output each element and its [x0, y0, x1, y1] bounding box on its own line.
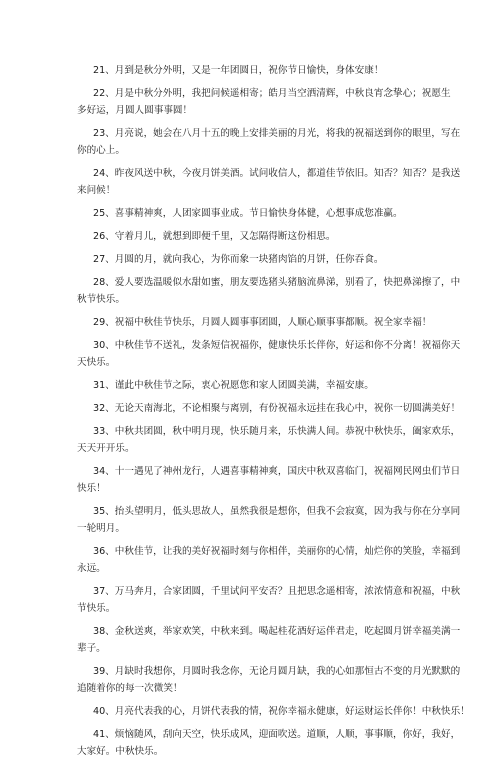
list-item-line: 33、中秋共团圆，秋中明月现，快乐随月来，乐快满人间。恭祝中秋快乐，阖家欢乐， [93, 426, 461, 437]
list-item [77, 274, 461, 308]
list-item [77, 165, 461, 199]
list-item-line: 29、祝福中秋佳节快乐，月圆人圆事事团圆，人顺心顺事事都顺。祝全家幸福！ [93, 317, 432, 328]
list-item [93, 314, 432, 331]
list-item-line: 22、月是中秋分外明，我把问候遥相寄；皓月当空洒清辉，中秋良宵念挚心；祝愿生 [93, 88, 451, 99]
list-item [77, 623, 461, 657]
list-item [77, 423, 461, 457]
list-item [93, 377, 406, 394]
list-item-line: 追随着你的每一次微笑！ [77, 683, 183, 694]
list-item-line: 37、万马奔月，合家团圆，千里试问平安否？且把思念遥相寄，浓浓情意和祝福，中秋 [93, 586, 461, 597]
list-item-line: 大家好。中秋快乐。 [77, 746, 164, 757]
list-item [77, 463, 461, 497]
list-item-line: 31、谨此中秋佳节之际，衷心祝愿您和家人团圆美满，幸福安康。 [93, 380, 374, 391]
list-item-line: 你的心上。 [77, 145, 125, 156]
list-item-line: 23、月亮说，她会在八月十五的晚上安排美丽的月光，将我的祝福送到你的眼里，写在 [93, 128, 461, 139]
list-item-line: 36、中秋佳节，让我的美好祝福时刻与你相伴，美丽你的心情，灿烂你的笑脸，幸福到 [93, 546, 461, 557]
list-item [93, 400, 461, 417]
list-item-line: 30、中秋佳节不送礼，发条短信祝福你，健康快乐长伴你，好运和你不分离！祝福你天 [93, 340, 461, 351]
list-item-line: 28、爱人要选温暖似水甜如蜜，朋友要选猪头猪脑流鼻涕，别看了，快把鼻涕擦了，中 [93, 277, 461, 288]
list-item-line: 24、昨夜风送中秋，今夜月饼美酒。试问收信人，都道佳节依旧。知否？知否？是我送 [93, 168, 461, 179]
page-top-margin [0, 0, 500, 40]
list-item-line: 秋节快乐。 [77, 294, 125, 305]
list-item [93, 62, 406, 79]
list-item-line: 25、喜事精神爽，人团家圆事业成。节日愉快身体健，心想事成您准赢。 [93, 208, 403, 219]
list-item-line: 41、烦恼随风，刮向天空，快乐成风，迎面吹送。道顺，人顺，事事顺，你好，我好， [93, 729, 461, 740]
list-item-line: 节快乐。 [77, 603, 116, 614]
list-item-line: 27、月圆的月，就向我心，为你而象一块猪肉馅的月饼，任你吞食。 [93, 254, 384, 265]
list-item-line: 快乐！ [77, 483, 106, 494]
list-item [93, 251, 406, 268]
list-item-line: 26、守着月儿，就想到即便千里，又怎隔得断这份相思。 [93, 231, 336, 242]
list-item-line: 天天开开乐。 [77, 443, 135, 454]
list-item [93, 703, 470, 720]
list-item-line: 34、十一遇见了神州龙行，人遇喜事精神爽，国庆中秋双喜临门，祝福网民网虫们节日 [93, 466, 461, 477]
list-item [93, 228, 406, 245]
list-item [77, 583, 461, 617]
list-item [77, 726, 461, 760]
list-item [77, 663, 461, 697]
list-item-line: 40、月亮代表我的心，月饼代表我的情，祝你幸福永健康，好运财运长伴你！中秋快乐！ [93, 706, 470, 717]
list-item [77, 337, 461, 371]
list-item-line: 永远。 [77, 563, 106, 574]
list-item-line: 辈子。 [77, 643, 106, 654]
list-item [77, 85, 451, 119]
list-item-line: 一轮明月。 [77, 523, 125, 534]
list-item-line: 32、无论天南海北，不论相聚与离别，有份祝福永远挂在我心中，祝你一切圆满美好！ [93, 403, 461, 414]
list-item [93, 205, 406, 222]
list-item-line: 21、月到是秋分外明，又是一年团圆日，祝你节日愉快，身体安康！ [93, 65, 384, 76]
list-item-line: 天快乐。 [77, 357, 116, 368]
list-item-line: 来问候！ [77, 185, 116, 196]
list-item [77, 125, 461, 159]
list-item-line: 38、金秋送爽，举家欢笑，中秋来到。喝起桂花酒好运伴君走，吃起圆月饼幸福美满一 [93, 626, 461, 637]
list-item-line: 35、抬头望明月，低头思故人，虽然我很是想你，但我不会寂寞，因为我与你在分享同 [93, 506, 461, 517]
list-item-line: 多好运，月圆人圆事事圆！ [77, 105, 193, 116]
list-item-line: 39、月缺时我想你，月圆时我念你，无论月圆月缺，我的心如那恒古不变的月光默默的 [93, 666, 461, 677]
list-item [77, 543, 461, 577]
list-item [77, 503, 461, 537]
